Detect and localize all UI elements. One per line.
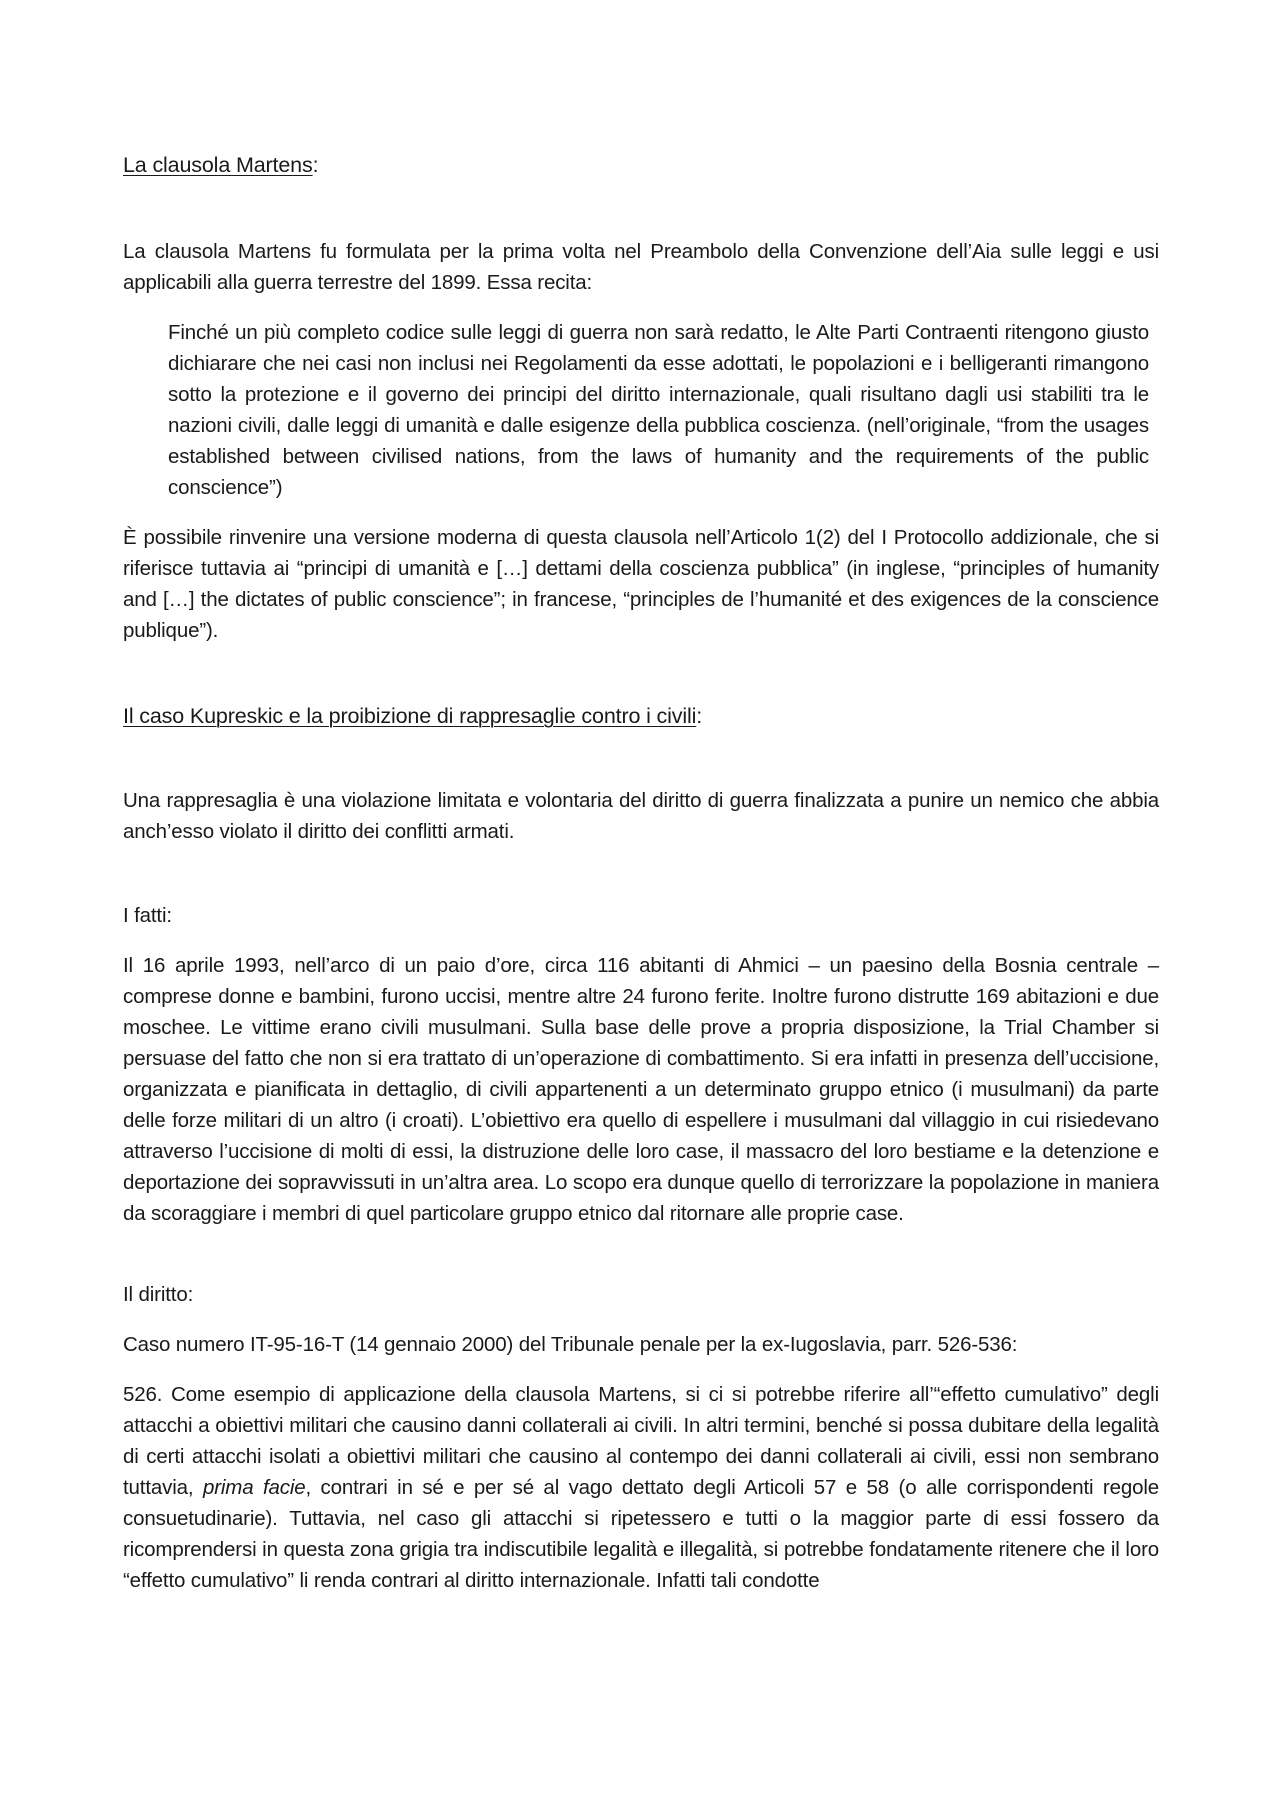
paragraph-facts: Il 16 aprile 1993, nell’arco di un paio d’ore, circa 116 abitanti di Ahmici – un paesino della Bosnia centrale – comprese donne e bambini, furono uccisi, mentre altre 24 furono ferite. Inoltre furono distrutte 169 abitazioni e due moschee. Le vittime erano civili musulmani. Sulla base delle prove a propria disposizione, la Trial Chamber si persuase del fatto che non si era trattato di un’operazione di combattimento. Si era infatti in presenza dell’uccisione, organizzata e pianificata in dettaglio, di civili appartenenti a un determinato gruppo etnico (i musulmani) da parte delle forze militari di un altro (i croati). L’obiettivo era quello di espellere i musulmani dal villaggio in cui risiedevano attraverso l’uccisione di molti di essi, la distruzione delle loro case, il massacro del loro bestiame e la detenzione e deportazione dei sopravvissuti in un’altra area. Lo scopo era dunque quello di terrorizzare la popolazione in maniera da scoraggiare i membri di quel particolare gruppo etnico dal ritornare alle proprie case. [123, 954, 1159, 1225]
section-heading-kupreskic-colon: : [696, 704, 703, 728]
section-heading-martens-colon: : [312, 153, 319, 177]
paragraph-reprisal-definition: Una rappresaglia è una violazione limitata e volontaria del diritto di guerra finalizzata a punire un nemico che abbia anch’esso violato il diritto dei conflitti armati. [123, 789, 1159, 843]
paragraph-case-reference: Caso numero IT-95-16-T (14 gennaio 2000) del Tribunale penale per la ex-Iugoslavia, parr. 526-536: [123, 1333, 1018, 1356]
section-heading-kupreskic-text: Il caso Kupreskic e la proibizione di rappresaglie contro i civili [123, 704, 697, 728]
paragraph-martens-intro: La clausola Martens fu formulata per la prima volta nel Preambolo della Convenzione dell’Aia sulle leggi e usi applicabili alla guerra terrestre del 1899. Essa recita: [123, 240, 1159, 294]
document-body [123, 150, 1159, 1596]
section-heading-martens [123, 150, 1159, 181]
paragraph-526 [123, 1379, 1159, 1596]
section-heading-martens-text: La clausola Martens [123, 153, 313, 177]
paragraph-modern-version: È possibile rinvenire una versione moderna di questa clausola nell’Articolo 1(2) del I Protocollo addizionale, che si riferisce tuttavia ai “principi di umanità e […] dettami della coscienza pubblica” (in inglese, “principles of humanity and […] the dictates of public conscience”; in francese, “principles de l’humanité et des exigences de la conscience publique”). [123, 526, 1159, 642]
blockquote-martens-clause: Finché un più completo codice sulle leggi di guerra non sarà redatto, le Alte Parti Contraenti ritengono giusto dichiarare che nei casi non inclusi nei Regolamenti da esse adottati, le popolazioni e i belligeranti rimangono sotto la protezione e il governo dei principi del diritto internazionale, quali risultano dagli usi stabiliti tra le nazioni civili, dalle leggi di umanità e dalle esigenze della pubblica coscienza. (nell’originale, “from the usages established between civilised nations, from the laws of humanity and the requirements of the public conscience”) [168, 321, 1149, 499]
section-heading-kupreskic [123, 701, 1159, 732]
subheading-law: Il diritto: [123, 1283, 194, 1306]
subheading-facts: I fatti: [123, 904, 172, 927]
paragraph-526-part2: , contrari in sé e per sé al vago dettato degli Articoli 57 e 58 (o alle corrispondenti regole consuetudinarie). Tuttavia, nel caso gli attacchi si ripetessero e tutti o la maggior parte di essi fossero da ricomprendersi in questa zona grigia tra indiscutibile legalità e illegalità, si potrebbe fondatamente ritenere che il loro “effetto cumulativo” li renda contrari al diritto internazionale. Infatti tali condotte [123, 1476, 1159, 1592]
paragraph-526-italic-prima-facie: prima facie [202, 1476, 306, 1499]
paragraph-526-part1: 526. Come esempio di applicazione della clausola Martens, si ci si potrebbe riferire all’“effetto cumulativo” degli attacchi a obiettivi militari che causino danni collaterali ai civili. In altri termini, benché si possa dubitare della legalità di certi attacchi isolati a obiettivi militari che causino al contempo dei danni collaterali ai civili, essi non sembrano tuttavia, [123, 1383, 1159, 1499]
